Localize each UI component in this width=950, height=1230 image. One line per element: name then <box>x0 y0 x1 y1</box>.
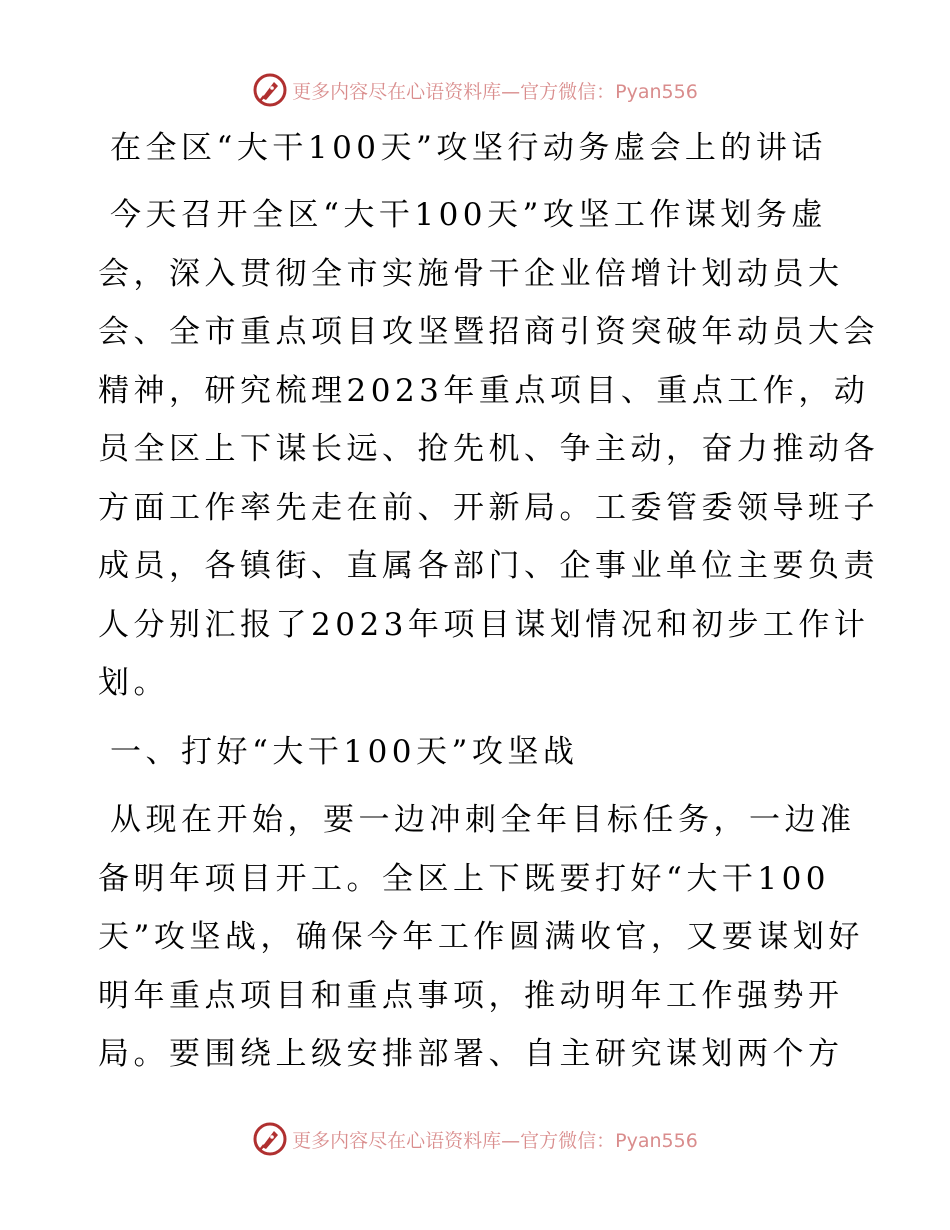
paragraph-line: 明年重点项目和重点事项，推动明年工作强势开 <box>98 977 844 1014</box>
paragraph-line: 成员，各镇街、直属各部门、企事业单位主要负责 <box>98 548 879 584</box>
paragraph-line: 员全区上下谋长远、抢先机、争主动，奋力推动各 <box>98 431 879 467</box>
paragraph-line: 会，深入贯彻全市实施骨干企业倍增计划动员大 <box>98 255 844 292</box>
watermark-banner-bottom <box>0 1117 950 1161</box>
paragraph-line: 从现在开始，要一边冲刺全年目标任务，一边准 <box>110 802 856 838</box>
pen-nib-seal-icon <box>252 1121 288 1157</box>
paragraph-line: 会、全市重点项目攻坚暨招商引资突破年动员大会 <box>98 314 879 350</box>
pen-nib-seal-icon <box>252 72 288 108</box>
paragraph-line: 划。 <box>98 665 169 701</box>
watermark-text: 更多内容尽在心语资料库—官方微信：Pyan556 <box>292 80 698 103</box>
watermark-banner-top <box>0 68 950 112</box>
paragraph-1 <box>98 186 879 713</box>
paragraph-line: 天”攻坚战，确保今年工作圆满收官，又要谋划好 <box>98 919 864 955</box>
paragraph-line: 精神，研究梳理2023年重点项目、重点工作，动 <box>98 372 870 409</box>
paragraph-line: 方面工作率先走在前、开新局。工委管委领导班子 <box>98 489 879 526</box>
document-page <box>98 120 879 1084</box>
section-heading: 一、打好“大干100天”攻坚战 <box>110 733 579 770</box>
paragraph-line: 备明年项目开工。全区上下既要打好“大干100 <box>98 860 831 897</box>
paragraph-line: 今天召开全区“大干100天”攻坚工作谋划务虚 <box>110 197 827 233</box>
watermark-text: 更多内容尽在心语资料库—官方微信：Pyan556 <box>292 1129 698 1152</box>
document-title: 在全区“大干100天”攻坚行动务虚会上的讲话 <box>110 130 827 166</box>
paragraph-line: 局。要围绕上级安排部署、自主研究谋划两个方 <box>98 1036 844 1072</box>
paragraph-2 <box>98 791 864 1084</box>
paragraph-line: 人分别汇报了2023年项目谋划情况和初步工作计 <box>98 606 870 643</box>
